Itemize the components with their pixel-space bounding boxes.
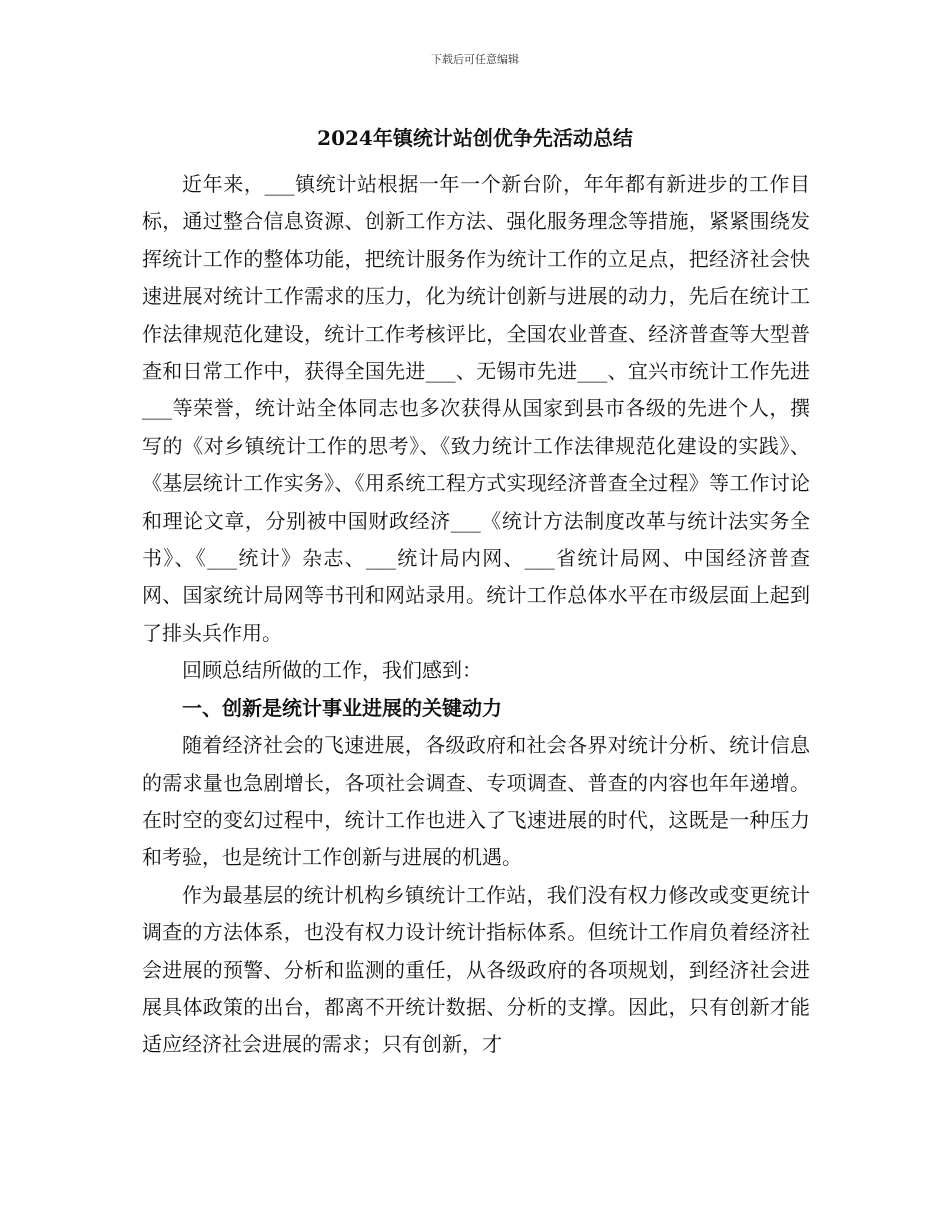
section-heading: 一、创新是统计事业进展的关键动力 bbox=[182, 695, 502, 720]
paragraph-review: 回顾总结所做的工作，我们感到： bbox=[182, 658, 482, 683]
paragraph-section-2: 作为最基层的统计机构乡镇统计工作站，我们没有权力修改或变更统计调查的方法体系，也没有权力设计统计指标体系。但统计工作肩负着经济社会进展的预警、分析和监测的重任，从各级政府的各项规划，到经济社会进展具体政策的出台，都离不开统计数据、分析的支撑。因此，只有创新才能适应经济社会进展的需求；只有创新，才 bbox=[142, 882, 810, 1057]
paragraph-intro: 近年来，___镇统计站根据一年一个新台阶，年年都有新进步的工作目标，通过整合信息资源、创新工作方法、强化服务理念等措施，紧紧围绕发挥统计工作的整体功能，把统计服务作为统计工作的立足点，把经济社会快速进展对统计工作需求的压力，化为统计创新与进展的动力，先后在统计工作法律规范化建设，统计工作考核评比，全国农业普查、经济普查等大型普查和日常工作中，获得全国先进___、无锡市先进___、宜兴市统计工作先进___等荣誉，统计站全体同志也多次获得从国家到县市各级的先进个人，撰写的《对乡镇统计工作的思考》、《致力统计工作法律规范化建设的实践》、《基层统计工作实务》、《用系统工程方式实现经济普查全过程》等工作讨论和理论文章，分别被中国财政经济___《统计方法制度改革与统计法实务全书》、《___统计》杂志、___统计局内网、___省统计局网、中国经济普查网、国家统计局网等书刊和网站录用。统计工作总体水平在市级层面上起到了排头兵作用。 bbox=[142, 172, 810, 645]
paragraph-section-1: 随着经济社会的飞速进展，各级政府和社会各界对统计分析、统计信息的需求量也急剧增长，各项社会调查、专项调查、普查的内容也年年递增。在时空的变幻过程中，统计工作也进入了飞速进展的时代，这既是一种压力和考验，也是统计工作创新与进展的机遇。 bbox=[142, 733, 810, 870]
document-body bbox=[142, 166, 810, 1064]
header-note: 下载后可任意编辑 bbox=[431, 53, 519, 66]
document-title: 2024年镇统计站创优争先活动总结 bbox=[317, 126, 633, 150]
